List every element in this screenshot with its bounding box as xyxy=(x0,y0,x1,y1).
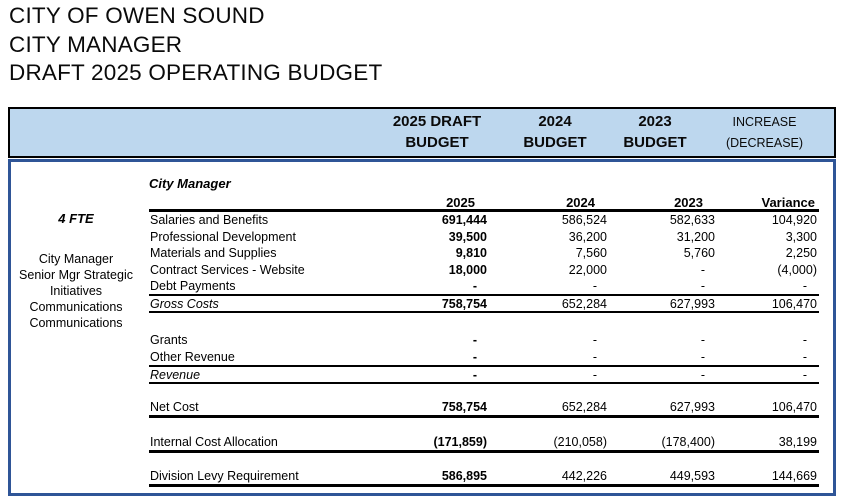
row-value: 586,524 xyxy=(561,213,607,228)
row-value: 106,470 xyxy=(771,399,817,414)
row-label: Gross Costs xyxy=(150,296,219,311)
row-spacer xyxy=(149,384,819,399)
row-value: - xyxy=(472,349,477,364)
row-value: - xyxy=(802,333,807,348)
band-2025-line1: 2025 DRAFT xyxy=(392,113,482,130)
row-value: 18,000 xyxy=(448,262,487,277)
row-spacer xyxy=(149,313,819,332)
section-title: City Manager xyxy=(149,176,231,191)
band-header-2024-budget xyxy=(500,112,610,153)
table-row xyxy=(149,228,819,244)
row-value: - xyxy=(592,367,597,382)
row-value: 582,633 xyxy=(669,213,715,228)
budget-table-box xyxy=(8,159,836,496)
table-row xyxy=(149,294,819,313)
band-header-2023-budget xyxy=(600,112,710,153)
sidebar-dept-line: Initiatives xyxy=(49,284,103,298)
row-label: Net Cost xyxy=(150,399,199,414)
table-row xyxy=(149,365,819,384)
row-value: 442,226 xyxy=(561,468,607,483)
row-value: 31,200 xyxy=(676,229,715,244)
table-row xyxy=(149,348,819,364)
row-value: 144,669 xyxy=(771,468,817,483)
row-value: - xyxy=(472,278,477,293)
table-row xyxy=(149,245,819,261)
table-row xyxy=(149,261,819,277)
year-column-headers xyxy=(149,195,819,212)
row-value: 627,993 xyxy=(669,296,715,311)
row-value: 9,810 xyxy=(455,246,487,261)
row-value: - xyxy=(592,278,597,293)
row-value: (210,058) xyxy=(553,434,607,449)
row-value: - xyxy=(472,367,477,382)
row-label: Division Levy Requirement xyxy=(150,468,299,483)
colhead-variance: Variance xyxy=(761,195,815,210)
band-increase-line1: INCREASE xyxy=(732,115,797,129)
budget-table xyxy=(141,162,833,493)
table-row xyxy=(149,468,819,487)
row-value: 5,760 xyxy=(683,246,715,261)
row-value: 758,754 xyxy=(441,399,487,414)
row-value: - xyxy=(700,262,705,277)
title-city: CITY OF OWEN SOUND xyxy=(9,3,265,28)
table-row xyxy=(149,434,819,453)
band-2023-line2: BUDGET xyxy=(623,133,687,151)
column-header-band xyxy=(8,107,836,158)
table-rows xyxy=(149,212,819,487)
row-value: - xyxy=(472,333,477,348)
row-label: Contract Services - Website xyxy=(150,262,305,277)
row-value: 586,895 xyxy=(441,468,487,483)
row-label: Salaries and Benefits xyxy=(150,213,269,228)
band-header-2025-draft-budget xyxy=(362,112,512,153)
row-value: - xyxy=(802,367,807,382)
table-row xyxy=(149,278,819,294)
row-value: 3,300 xyxy=(785,229,817,244)
row-label: Professional Development xyxy=(150,229,296,244)
row-value: 758,754 xyxy=(441,296,487,311)
row-value: - xyxy=(802,278,807,293)
fte-count: 4 FTE xyxy=(58,211,94,226)
row-value: 36,200 xyxy=(568,229,607,244)
row-value: (171,859) xyxy=(433,434,487,449)
row-value: 39,500 xyxy=(448,229,487,244)
row-value: - xyxy=(802,349,807,364)
row-value: 691,444 xyxy=(441,213,487,228)
row-label: Grants xyxy=(150,333,188,348)
row-value: - xyxy=(700,367,705,382)
row-value: 449,593 xyxy=(669,468,715,483)
row-value: - xyxy=(592,333,597,348)
document-title xyxy=(9,2,382,88)
row-spacer xyxy=(149,418,819,434)
row-value: 652,284 xyxy=(561,399,607,414)
row-value: (4,000) xyxy=(777,262,817,277)
sidebar-dept-line: Senior Mgr Strategic xyxy=(19,268,133,282)
band-2024-line2: BUDGET xyxy=(523,133,587,151)
row-label: Revenue xyxy=(150,367,201,382)
band-2023-line1: 2023 xyxy=(638,113,672,130)
band-increase-line2: (DECREASE) xyxy=(725,135,804,150)
row-value: - xyxy=(700,278,705,293)
sidebar-dept-line: Communications xyxy=(29,316,123,330)
row-value: 7,560 xyxy=(575,246,607,261)
division-sidebar xyxy=(11,162,141,493)
sidebar-dept-line: Communications xyxy=(29,300,123,314)
row-value: - xyxy=(700,333,705,348)
row-value: 106,470 xyxy=(771,296,817,311)
row-value: - xyxy=(592,349,597,364)
band-2025-line2: BUDGET xyxy=(405,133,469,151)
row-label: Other Revenue xyxy=(150,349,235,364)
row-label: Internal Cost Allocation xyxy=(150,434,278,449)
title-budget: DRAFT 2025 OPERATING BUDGET xyxy=(9,60,383,85)
table-row xyxy=(149,212,819,228)
row-spacer xyxy=(149,453,819,468)
band-2024-line1: 2024 xyxy=(538,113,572,130)
row-value: 627,993 xyxy=(669,399,715,414)
row-value: 104,920 xyxy=(771,213,817,228)
colhead-2024: 2024 xyxy=(566,195,595,210)
row-label: Debt Payments xyxy=(150,278,236,293)
row-value: 652,284 xyxy=(561,296,607,311)
title-department: CITY MANAGER xyxy=(9,31,183,57)
row-value: 2,250 xyxy=(785,246,817,261)
sidebar-dept-line: City Manager xyxy=(38,252,114,266)
table-row xyxy=(149,332,819,348)
colhead-2025: 2025 xyxy=(446,195,475,210)
colhead-2023: 2023 xyxy=(674,195,703,210)
row-label: Materials and Supplies xyxy=(150,246,277,261)
row-value: 22,000 xyxy=(568,262,607,277)
band-header-increase-decrease xyxy=(702,112,827,153)
row-value: 38,199 xyxy=(778,434,817,449)
row-value: (178,400) xyxy=(661,434,715,449)
table-row xyxy=(149,399,819,418)
row-value: - xyxy=(700,349,705,364)
